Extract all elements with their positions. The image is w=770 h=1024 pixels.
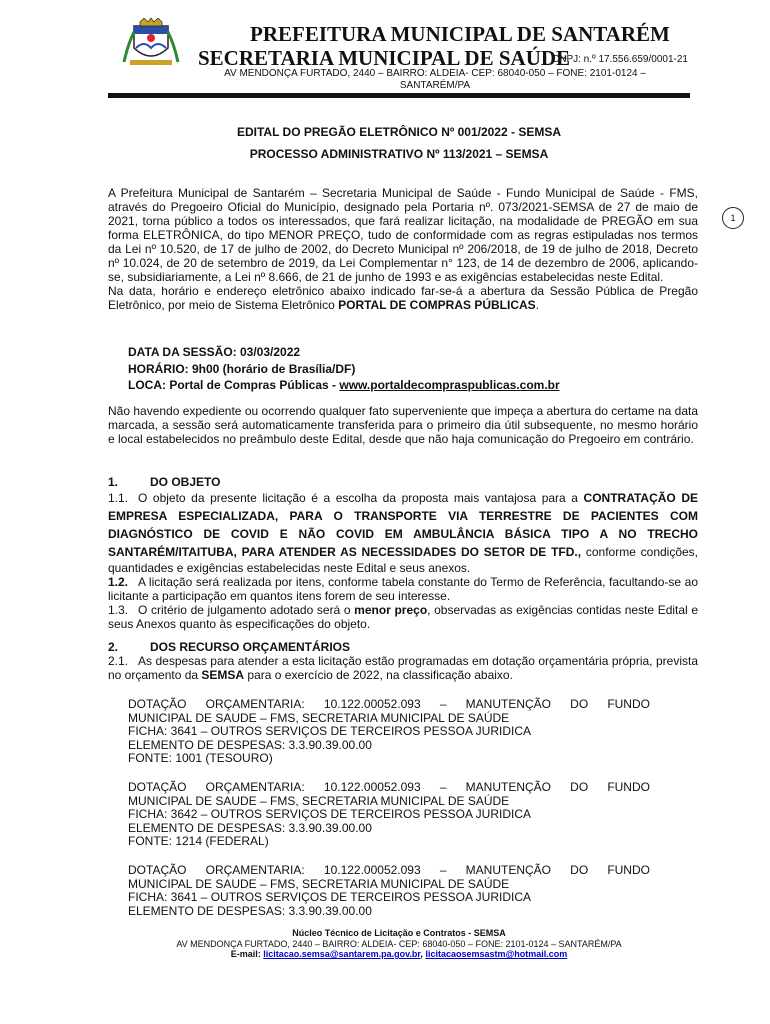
dotacao-word: DOTAÇÃO	[128, 863, 187, 877]
dotacao-word: ORÇAMENTARIA:	[205, 863, 305, 877]
dotacao-word: FUNDO	[607, 697, 650, 711]
item-2-1	[108, 654, 698, 682]
email-link-semsa[interactable]: licitacao.semsa@santarem.pa.gov.br	[263, 949, 421, 959]
dotacao-word: DO	[570, 780, 589, 794]
footer-email-sep: ,	[420, 949, 426, 959]
section-1-heading	[108, 475, 698, 489]
dotacao-first-line	[128, 864, 650, 878]
dotacao-word: FUNDO	[607, 780, 650, 794]
section-1-title: DO OBJETO	[150, 475, 221, 489]
dotacao-line: FONTE: 1214 (FEDERAL)	[128, 834, 269, 848]
item-1-3-number: 1.3.	[108, 603, 129, 617]
dotacao-first-line	[128, 698, 650, 712]
header-prefeitura-title: PREFEITURA MUNICIPAL DE SANTARÉM	[250, 22, 670, 46]
dotacao-line: ELEMENTO DE DESPESAS: 3.3.90.39.00.00	[128, 903, 372, 918]
item-1-3-text: O critério de julgamento adotado será o	[138, 603, 355, 617]
item-1-2	[108, 575, 698, 603]
dotacao-word: –	[439, 780, 447, 794]
intro-text-2	[108, 284, 698, 312]
dotacao-word: 10.122.00052.093	[323, 863, 421, 877]
dotacao-word: DOTAÇÃO	[128, 780, 187, 794]
intro-paragraph	[108, 186, 698, 312]
dotacao-word: FUNDO	[607, 863, 650, 877]
dotacao-word: DO	[570, 863, 589, 877]
footer-unit: Núcleo Técnico de Licitação e Contratos - SEMSA	[292, 928, 506, 938]
section-1-number: 1.	[108, 475, 119, 489]
item-1-1	[108, 489, 698, 575]
email-link-hotmail[interactable]: licitacaosemsastm@hotmail.com	[425, 949, 568, 959]
contract-object: CONTRATAÇÃO DE EMPRESA ESPECIALIZADA, PARA O TRANSPORTE VIA TERRESTRE DE PACIENTES COM DIAGNÓSTICO DE COVID E NÃO COVID EM AMBULÂNCIA BÁSICA TIPO A NO TRECHO SANTARÉM/ITAITUBA, PARA ATENDER AS NECESSIDADES DO SETOR DE TFD.,	[108, 491, 698, 559]
dotacao-line: FONTE: 1001 (TESOURO)	[128, 751, 273, 765]
dotacao-line: FICHA: 3642 – OUTROS SERVIÇOS DE TERCEIROS PESSOA JURIDICA	[128, 807, 531, 821]
intro-text-2-body: Na data, horário e endereço eletrônico abaixo indicado far-se-á a abertura da Sessão Pública de Pregão Eletrônico, por meio de Sistema Eletrônico	[108, 284, 698, 312]
header-address: AV MENDONÇA FURTADO, 2440 – BAIRRO: ALDEIA- CEP: 68040-050 – FONE: 2101-0124 – SANTARÉM/PA	[224, 68, 646, 91]
item-1-1-end: conforme condições, quantidades e exigências estabelecidas neste Edital e seus anexos.	[108, 545, 699, 575]
section-recursos	[108, 640, 698, 682]
semsa-bold: SEMSA	[201, 668, 245, 682]
dotacao-word: MANUTENÇÃO	[465, 863, 551, 877]
processo-title: PROCESSO ADMINISTRATIVO Nº 113/2021 – SEMSA	[249, 147, 549, 161]
dotacao-word: DOTAÇÃO	[128, 697, 187, 711]
section-2-title: DOS RECURSO ORÇAMENTÁRIOS	[150, 640, 351, 654]
intro-text-2-end: .	[535, 298, 540, 312]
notice-paragraph: Não havendo expediente ou ocorrendo qualquer fato superveniente que impeça a abertura do certame na data marcada, a sessão será automaticamente transferida para o primeiro dia útil subsequente, no mesmo horário e local estabelecidos no preâmbulo deste Edital, desde que não haja comunicação do Pregoeiro em contrário.	[108, 404, 698, 446]
dotacao-line: FICHA: 3641 – OUTROS SERVIÇOS DE TERCEIROS PESSOA JURIDICA	[128, 724, 531, 738]
portal-link[interactable]: www.portaldecompraspublicas.com.br	[339, 378, 560, 392]
dotacao-word: 10.122.00052.093	[323, 697, 421, 711]
dotacao-word: ORÇAMENTARIA:	[205, 697, 305, 711]
session-location	[128, 377, 560, 394]
criterion-bold: menor preço	[354, 603, 428, 617]
municipal-coat-of-arms-logo	[120, 18, 182, 68]
footer-emails	[108, 949, 690, 960]
item-1-1-number: 1.1.	[108, 491, 129, 505]
section-2-number: 2.	[108, 640, 119, 654]
dotacao-word: –	[439, 697, 447, 711]
dotacao-line: MUNICIPAL DE SAUDE – FMS, SECRETARIA MUNICIPAL DE SAÚDE	[128, 710, 510, 725]
item-1-1-text: O objeto da presente licitação é a escolha da proposta mais vantajosa para a	[138, 491, 584, 505]
item-1-2-text: A licitação será realizada por itens, conforme tabela constante do Termo de Referência, facultando-se ao licitante a participação em quantos itens forem de seu interesse.	[108, 575, 698, 603]
dotacao-word: MANUTENÇÃO	[465, 697, 551, 711]
dotacao-line: MUNICIPAL DE SAUDE – FMS, SECRETARIA MUNICIPAL DE SAÚDE	[128, 876, 510, 891]
page-footer	[108, 928, 690, 960]
dotacao-first-line	[128, 781, 650, 795]
session-info	[128, 344, 560, 394]
section-2-heading	[108, 640, 698, 654]
footer-email-label: E-mail:	[230, 949, 264, 959]
dotacao-line: MUNICIPAL DE SAUDE – FMS, SECRETARIA MUNICIPAL DE SAÚDE	[128, 793, 510, 808]
dotacao-line: ELEMENTO DE DESPESAS: 3.3.90.39.00.00	[128, 737, 372, 752]
dotacao-word: –	[439, 863, 447, 877]
edital-title: EDITAL DO PREGÃO ELETRÔNICO Nº 001/2022 - SEMSA	[236, 125, 561, 139]
item-1-3	[108, 603, 698, 631]
footer-address: AV MENDONÇA FURTADO, 2440 – BAIRRO: ALDEIA- CEP: 68040-050 – FONE: 2101-0124 – SANTARÉM/PA	[176, 938, 622, 949]
header-secretaria-title: SECRETARIA MUNICIPAL DE SAÚDE	[198, 46, 571, 70]
dotacao-word: 10.122.00052.093	[323, 780, 421, 794]
item-1-3-end: , observadas as exigências contidas neste Edital e seus Anexos quanto às especificações do objeto.	[108, 603, 699, 631]
dotacao-block	[128, 698, 650, 766]
header-divider	[108, 93, 690, 98]
dotacao-line: ELEMENTO DE DESPESAS: 3.3.90.39.00.00	[128, 820, 372, 835]
dotacao-word: DO	[570, 697, 589, 711]
item-2-1-end: para o exercício de 2022, na classificação abaixo.	[244, 668, 513, 682]
dotacao-word: ORÇAMENTARIA:	[205, 780, 305, 794]
session-time: HORÁRIO: 9h00 (horário de Brasília/DF)	[128, 361, 356, 376]
page-number-badge: 1	[722, 207, 744, 229]
portal-name: PORTAL DE COMPRAS PÚBLICAS	[338, 298, 536, 312]
session-location-label: LOCA: Portal de Compras Públicas -	[128, 378, 340, 392]
dotacao-word: MANUTENÇÃO	[465, 780, 551, 794]
section-objeto	[108, 475, 698, 631]
item-1-2-number: 1.2.	[108, 575, 129, 589]
dotacao-line: FICHA: 3641 – OUTROS SERVIÇOS DE TERCEIROS PESSOA JURIDICA	[128, 890, 531, 904]
session-date: DATA DA SESSÃO: 03/03/2022	[128, 345, 301, 359]
intro-text-1: A Prefeitura Municipal de Santarém – Secretaria Municipal de Saúde - Fundo Municipal de Saúde - FMS, através do Pregoeiro Oficial do Município, designado pela Portaria nº. 073/2021-SEMSA de 27 de maio de 2021, torna público a todos os interessados, que fará realizar licitação, na modalidade de PREGÃO em sua forma ELETRÔNICA, do tipo MENOR PREÇO, tudo de conformidade com as regras estipuladas nos termos da Lei nº 10.520, de 17 de julho de 2002, do Decreto Municipal nº 206/2018, de 19 de julho de 2018, Decreto nº 10.024, de 20 de setembro de 2019, da Lei Complementar n° 123, de 14 de dezembro de 2006, aplicando-se, subsidiariamente, a Lei nº 8.666, de 21 de junho de 1993 e as exigências estabelecidas neste Edital.	[108, 186, 698, 284]
dotacao-block	[128, 781, 650, 849]
item-2-1-text: As despesas para atender a esta licitação estão programadas em dotação orçamentária própria, prevista no orçamento da	[108, 654, 698, 682]
dotacao-block	[128, 864, 650, 918]
header-cnpj: CNPJ: n.º 17.556.659/0001-21	[552, 54, 688, 65]
item-2-1-number: 2.1.	[108, 654, 129, 668]
